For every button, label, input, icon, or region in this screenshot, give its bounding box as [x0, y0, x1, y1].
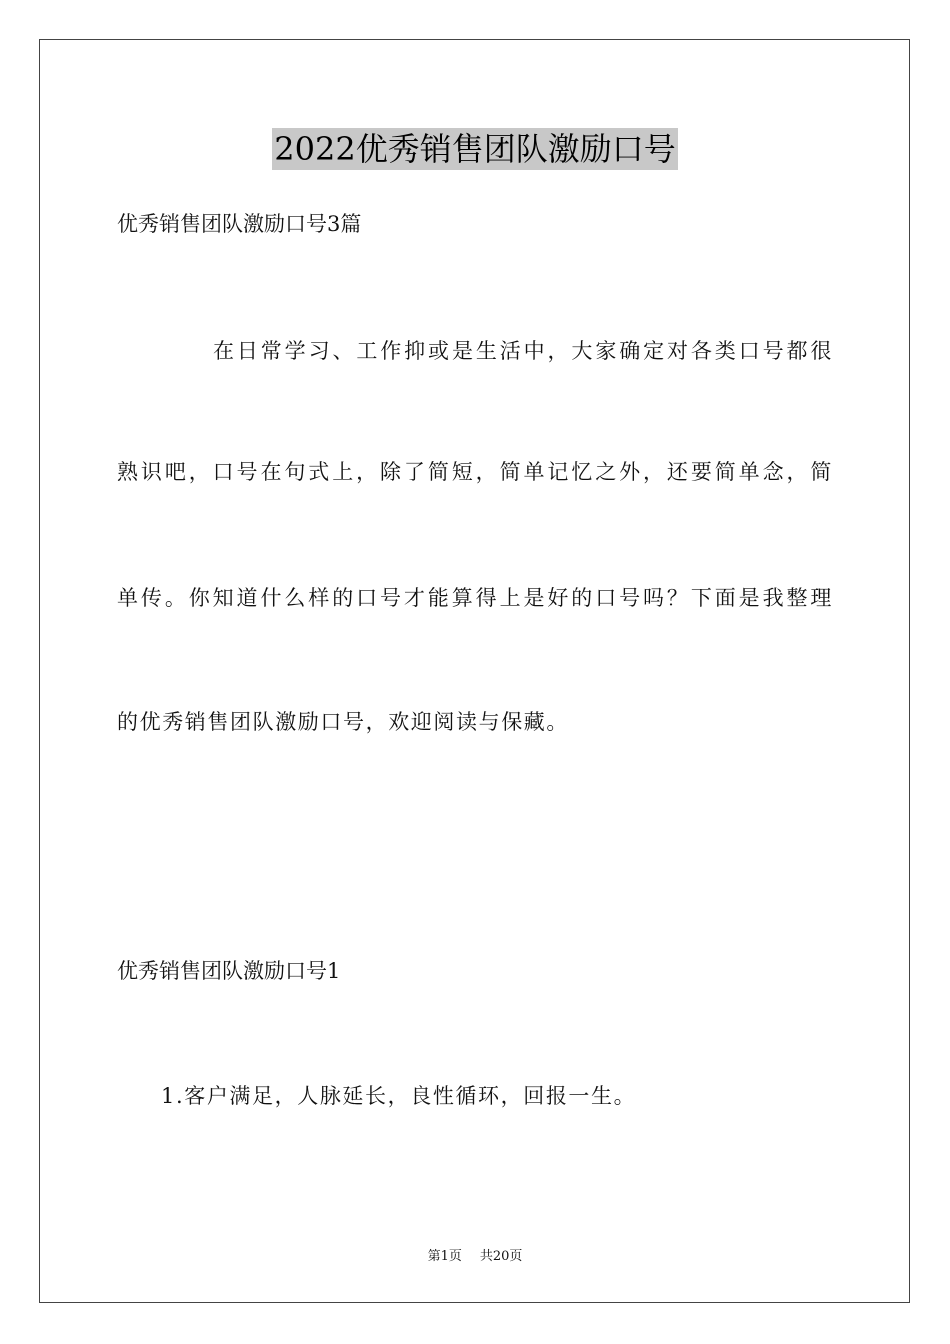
- page-total: 共20页: [479, 1249, 523, 1264]
- intro-line-2: 熟识吧，口号在句式上，除了简短，简单记忆之外，还要简单念，简: [117, 460, 833, 484]
- page-number: 第1页: [427, 1249, 462, 1264]
- intro-line-4: 的优秀销售团队激励口号，欢迎阅读与保藏。: [117, 710, 569, 734]
- section-heading: 优秀销售团队激励口号1: [117, 959, 341, 983]
- title-container: [0, 128, 950, 170]
- page-footer: [0, 1248, 950, 1266]
- list-item: 1.客户满足，人脉延长，良性循环，回报一生。: [161, 1084, 637, 1108]
- intro-line-3: 单传。你知道什么样的口号才能算得上是好的口号吗？下面是我整理: [117, 586, 833, 610]
- intro-line-1: 在日常学习、工作抑或是生活中，大家确定对各类口号都很: [213, 339, 833, 363]
- document-subtitle: 优秀销售团队激励口号3篇: [117, 212, 362, 236]
- document-title: 2022优秀销售团队激励口号: [274, 130, 676, 168]
